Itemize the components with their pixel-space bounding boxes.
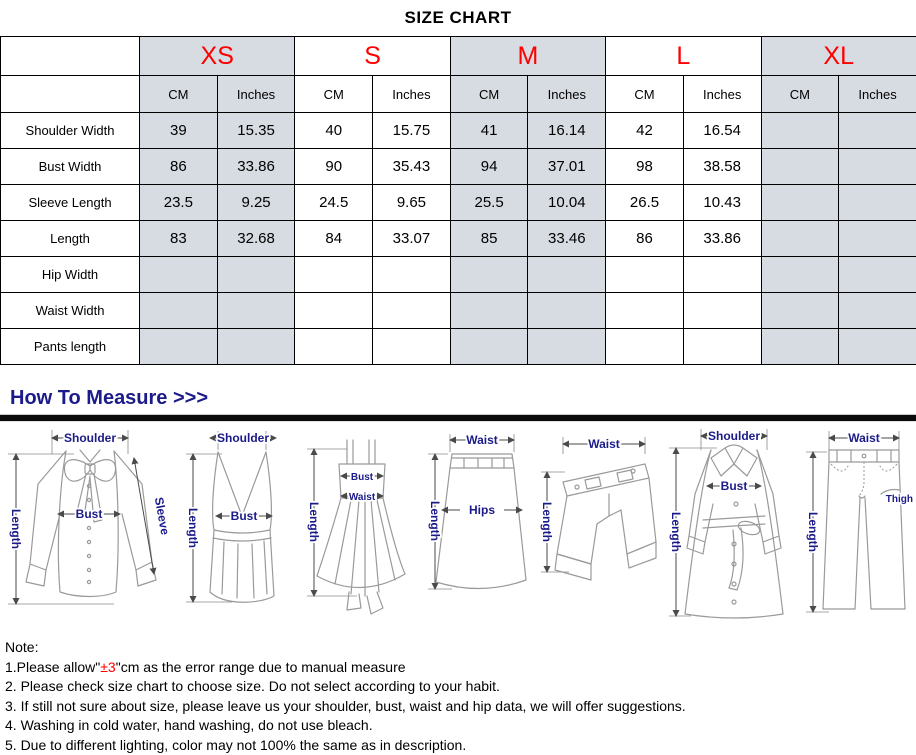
notes-section	[5, 638, 916, 755]
unit-header-xl-inches: Inches	[839, 76, 916, 113]
value-cell	[450, 293, 528, 329]
coat-length-label: Length	[669, 512, 683, 552]
value-cell	[606, 329, 684, 365]
size-header-m: M	[450, 37, 605, 76]
value-cell	[683, 257, 761, 293]
skirt-length-label: Length	[428, 501, 442, 541]
value-cell	[606, 293, 684, 329]
unit-header-s-cm: CM	[295, 76, 373, 113]
value-cell: 40	[295, 113, 373, 149]
value-cell	[528, 329, 606, 365]
value-cell: 15.35	[217, 113, 295, 149]
value-cell: 25.5	[450, 185, 528, 221]
table-header	[1, 37, 916, 113]
value-cell	[683, 293, 761, 329]
table-row	[1, 221, 916, 257]
value-cell: 33.07	[373, 221, 451, 257]
pants-waist-label: Waist	[848, 431, 880, 445]
note-heading: Note:	[5, 638, 916, 658]
blouse-length-label: Length	[9, 509, 23, 549]
table-unit-row	[1, 76, 916, 113]
value-cell: 9.65	[373, 185, 451, 221]
value-cell	[217, 257, 295, 293]
blouse-bust-label: Bust	[76, 507, 103, 521]
unit-header-xl-cm: CM	[761, 76, 839, 113]
value-cell: 32.68	[217, 221, 295, 257]
unit-header-m-inches: Inches	[528, 76, 606, 113]
row-label: Waist Width	[1, 293, 140, 329]
value-cell	[761, 185, 839, 221]
table-size-row	[1, 37, 916, 76]
shorts-waist-label: Waist	[588, 437, 620, 451]
section-divider	[0, 414, 916, 422]
unit-header-xs-cm: CM	[140, 76, 218, 113]
value-cell: 33.46	[528, 221, 606, 257]
table-row	[1, 149, 916, 185]
value-cell	[761, 221, 839, 257]
blouse-illustration	[2, 424, 177, 626]
coat-drawing	[669, 429, 783, 618]
value-cell: 33.86	[217, 149, 295, 185]
dress-bust-label: Bust	[351, 472, 374, 483]
row-label: Pants length	[1, 329, 140, 365]
value-cell	[528, 257, 606, 293]
unit-header-xs-inches: Inches	[217, 76, 295, 113]
table-row	[1, 293, 916, 329]
unit-header-l-cm: CM	[606, 76, 684, 113]
value-cell: 42	[606, 113, 684, 149]
value-cell	[606, 257, 684, 293]
value-cell: 86	[606, 221, 684, 257]
value-cell: 37.01	[528, 149, 606, 185]
value-cell: 23.5	[140, 185, 218, 221]
row-label: Hip Width	[1, 257, 140, 293]
value-cell	[295, 257, 373, 293]
value-cell: 94	[450, 149, 528, 185]
table-row	[1, 329, 916, 365]
table-row	[1, 113, 916, 149]
value-cell	[450, 329, 528, 365]
tank-top-illustration	[180, 424, 298, 626]
how-to-measure-heading: How To Measure >>>	[10, 387, 916, 410]
value-cell: 9.25	[217, 185, 295, 221]
unit-header-s-inches: Inches	[373, 76, 451, 113]
value-cell	[839, 185, 916, 221]
measure-illustrations	[0, 422, 916, 630]
value-cell	[295, 293, 373, 329]
table-row	[1, 257, 916, 293]
tank-bust-label: Bust	[231, 509, 258, 523]
value-cell	[839, 257, 916, 293]
value-cell	[140, 329, 218, 365]
value-cell	[839, 293, 916, 329]
note-line-2: 2. Please check size chart to choose size. Do not select according to your habit.	[5, 677, 916, 697]
value-cell	[839, 149, 916, 185]
value-cell	[295, 329, 373, 365]
table-body	[1, 113, 916, 365]
tank-shoulder-label: Shoulder	[217, 431, 269, 445]
blouse-sleeve-label: Sleeve	[152, 496, 172, 536]
value-cell: 33.86	[683, 221, 761, 257]
shorts-illustration	[533, 424, 658, 626]
unit-header-l-inches: Inches	[683, 76, 761, 113]
value-cell	[373, 329, 451, 365]
value-cell	[140, 257, 218, 293]
row-label: Length	[1, 221, 140, 257]
corner-cell-top	[1, 37, 140, 76]
size-header-s: S	[295, 37, 450, 76]
value-cell	[761, 149, 839, 185]
dress-waist-label: Waist	[349, 492, 376, 503]
blouse-shoulder-label: Shoulder	[64, 431, 116, 445]
pants-length-label: Length	[806, 512, 820, 552]
unit-header-m-cm: CM	[450, 76, 528, 113]
row-label: Sleeve Length	[1, 185, 140, 221]
value-cell: 26.5	[606, 185, 684, 221]
value-cell	[839, 329, 916, 365]
pants-thigh-label: Thigh	[886, 494, 913, 505]
coat-illustration	[661, 424, 796, 626]
value-cell: 38.58	[683, 149, 761, 185]
value-cell	[683, 329, 761, 365]
value-cell	[140, 293, 218, 329]
skirt-waist-label: Waist	[466, 433, 498, 447]
value-cell: 15.75	[373, 113, 451, 149]
shorts-length-label: Length	[540, 502, 554, 542]
value-cell: 83	[140, 221, 218, 257]
row-label: Shoulder Width	[1, 113, 140, 149]
note-1-tolerance: ±3	[100, 659, 115, 675]
value-cell: 10.04	[528, 185, 606, 221]
size-header-l: L	[606, 37, 761, 76]
note-line-1	[5, 658, 916, 678]
size-header-xl: XL	[761, 37, 916, 76]
coat-shoulder-label: Shoulder	[708, 429, 760, 443]
value-cell: 10.43	[683, 185, 761, 221]
value-cell	[450, 257, 528, 293]
row-label: Bust Width	[1, 149, 140, 185]
note-line-5: 5. Due to different lighting, color may not 100% the same as in description.	[5, 736, 916, 755]
value-cell	[528, 293, 606, 329]
value-cell	[217, 293, 295, 329]
table-row	[1, 185, 916, 221]
value-cell	[761, 113, 839, 149]
value-cell: 39	[140, 113, 218, 149]
value-cell: 85	[450, 221, 528, 257]
dress-length-label: Length	[307, 502, 321, 542]
size-chart-table	[0, 36, 916, 365]
value-cell	[373, 257, 451, 293]
value-cell: 24.5	[295, 185, 373, 221]
size-header-xs: XS	[140, 37, 295, 76]
note-1-suffix: "cm as the error range due to manual measure	[116, 659, 406, 675]
value-cell: 90	[295, 149, 373, 185]
shorts-drawing	[541, 437, 656, 580]
coat-bust-label: Bust	[721, 479, 748, 493]
value-cell	[839, 113, 916, 149]
skirt-illustration	[422, 424, 530, 626]
value-cell: 98	[606, 149, 684, 185]
value-cell	[217, 329, 295, 365]
skirt-hips-label: Hips	[469, 503, 495, 517]
value-cell: 35.43	[373, 149, 451, 185]
page-title: SIZE CHART	[0, 0, 916, 36]
note-1-prefix: 1.Please allow"	[5, 659, 100, 675]
value-cell: 41	[450, 113, 528, 149]
note-line-3: 3. If still not sure about size, please leave us your shoulder, bust, waist and hip data, we will offer suggestions.	[5, 697, 916, 717]
value-cell: 86	[140, 149, 218, 185]
value-cell: 16.14	[528, 113, 606, 149]
pants-illustration	[799, 424, 914, 626]
tank-length-label: Length	[186, 508, 200, 548]
corner-cell-bottom	[1, 76, 140, 113]
value-cell	[761, 293, 839, 329]
value-cell	[839, 221, 916, 257]
value-cell: 84	[295, 221, 373, 257]
dress-illustration	[301, 424, 419, 626]
value-cell	[761, 329, 839, 365]
value-cell	[373, 293, 451, 329]
value-cell: 16.54	[683, 113, 761, 149]
note-line-4: 4. Washing in cold water, hand washing, do not use bleach.	[5, 716, 916, 736]
value-cell	[761, 257, 839, 293]
